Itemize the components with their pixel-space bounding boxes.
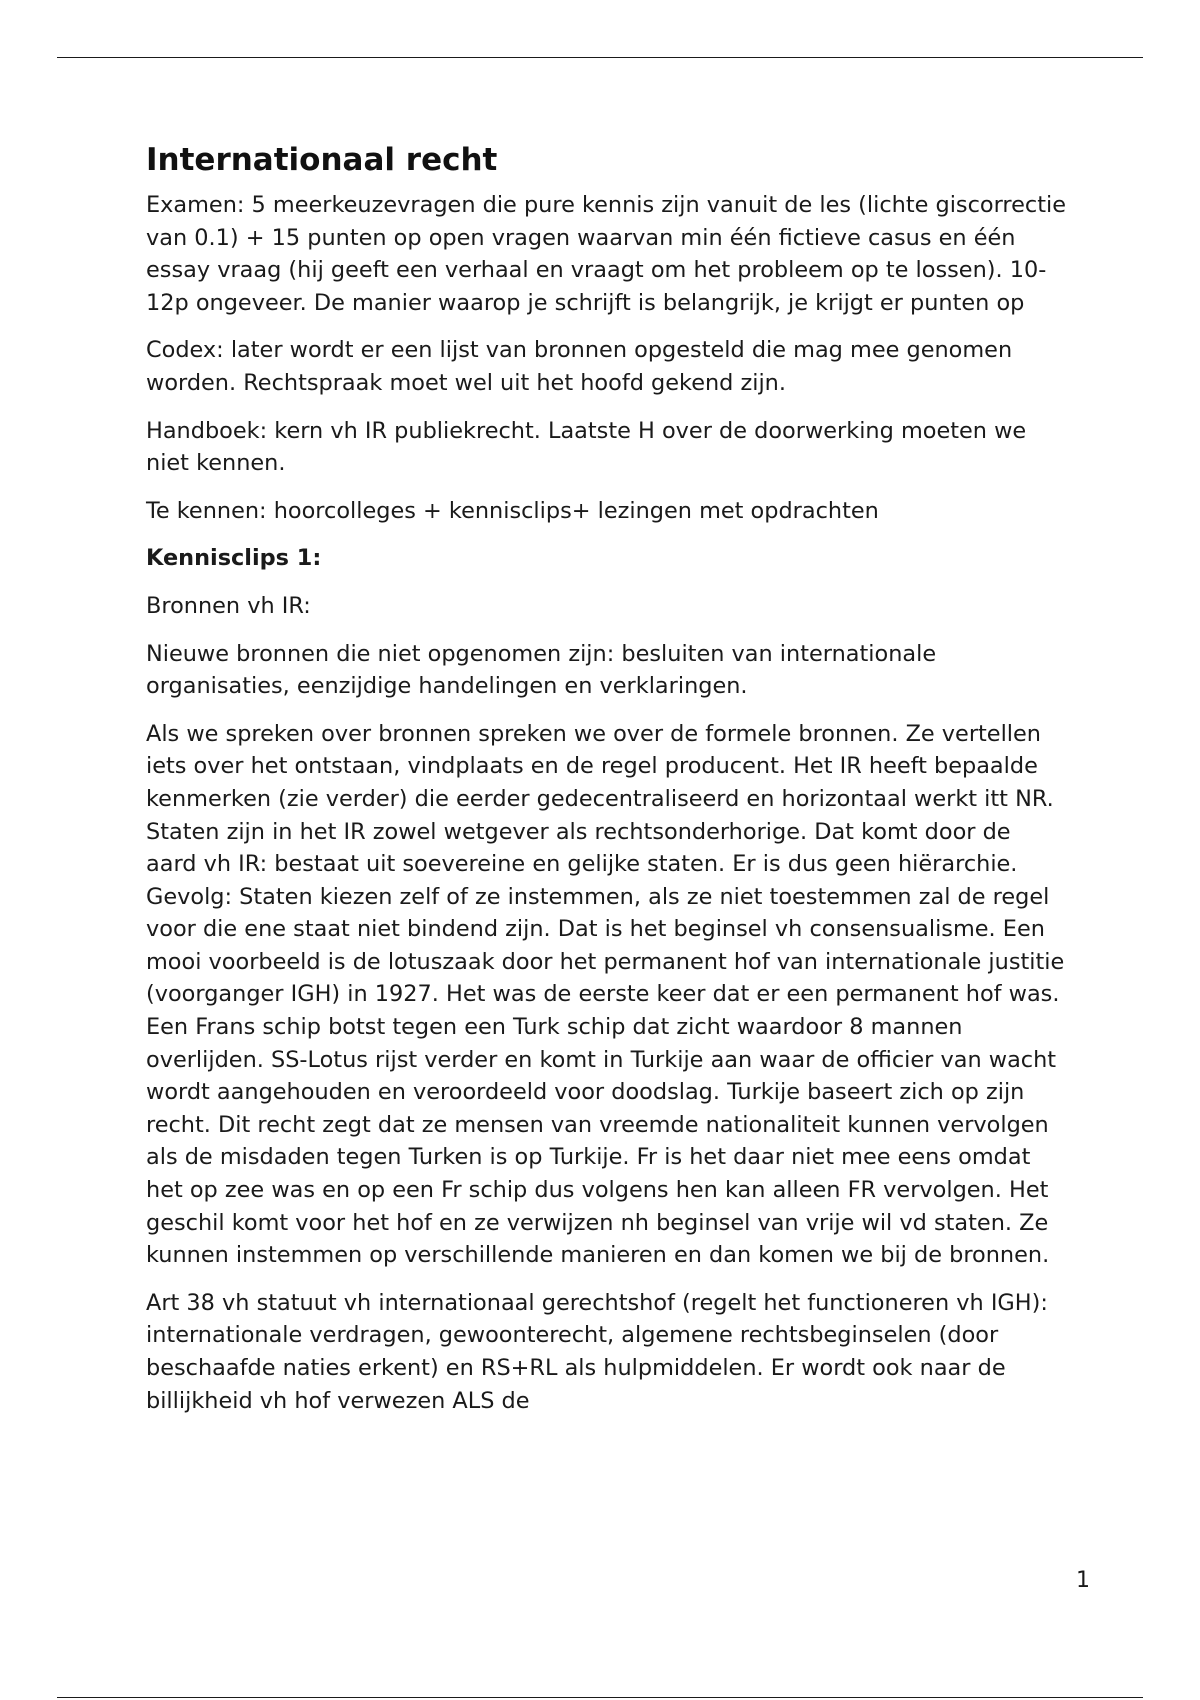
paragraph-handbook: Handboek: kern vh IR publiekrecht. Laatste H over de doorwerking moeten we niet kennen. (146, 417, 1027, 477)
paragraph-new-sources: Nieuwe bronnen die niet opgenomen zijn: besluiten van internationale organisaties, eenzijdige handelingen en verklaringen. (146, 640, 937, 700)
header-rule (57, 57, 1143, 58)
footer-rule (57, 1697, 1143, 1698)
section-heading-kennisclips: Kennisclips 1: (146, 545, 322, 572)
paragraph-codex: Codex: later wordt er een lijst van bronnen opgesteld die mag mee genomen worden. Rechtspraak moet wel uit het hoofd gekend zijn. (146, 337, 1013, 396)
paragraph-sources-heading: Bronnen vh IR: (146, 592, 311, 619)
paragraph-exam-info: Examen: 5 meerkeuzevragen die pure kennis zijn vanuit de les (lichte giscorrectie van 0.1) + 15 punten op open vragen waarvan min één fictieve casus en één essay vraag (hij geeft een verhaal en vraagt om het probleem op te lossen). 10-12p ongeveer. De manier waarop je schrijft is belangrijk, je krijgt er punten op (146, 192, 1066, 316)
page-number: 1 (1076, 1568, 1090, 1593)
document-body (146, 140, 1066, 1432)
paragraph-to-know: Te kennen: hoorcolleges + kennisclips+ lezingen met opdrachten (146, 497, 879, 524)
paragraph-formal-sources: Als we spreken over bronnen spreken we over de formele bronnen. Ze vertellen iets over het ontstaan, vindplaats en de regel producent. Het IR heeft bepaalde kenmerken (zie verder) die eerder gedecentraliseerd en horizontaal werkt itt NR. Staten zijn in het IR zowel wetgever als rechtsonderhorige. Dat komt door de aard vh IR: bestaat uit soevereine en gelijke staten. Er is dus geen hiërarchie. Gevolg: Staten kiezen zelf of ze instemmen, als ze niet toestemmen zal de regel voor die ene staat niet bindend zijn. Dat is het beginsel vh consensualisme. Een mooi voorbeeld is de lotuszaak door het permanent hof van internationale justitie (voorganger IGH) in 1927. Het was de eerste keer dat er een permanent hof was. Een Frans schip botst tegen een Turk schip dat zicht waardoor 8 mannen overlijden. SS-Lotus rijst verder en komt in Turkije aan waar de officier van wacht wordt aangehouden en veroordeeld voor doodslag. Turkije baseert zich op zijn recht. Dit recht zegt dat ze mensen van vreemde nationaliteit kunnen vervolgen als de misdaden tegen Turken is op Turkije. Fr is het daar niet mee eens omdat het op zee was en op een Fr schip dus volgens hen kan alleen FR vervolgen. Het geschil komt voor het hof en ze verwijzen nh beginsel van vrije wil vd staten. Ze kunnen instemmen op verschillende manieren en dan komen we bij de bronnen. (146, 720, 1065, 1269)
document-title: Internationaal recht (146, 142, 498, 178)
paragraph-article-38: Art 38 vh statuut vh internationaal gerechtshof (regelt het functioneren vh IGH): internationale verdragen, gewoonterecht, algemene rechtsbeginselen (door beschaafde naties erkent) en RS+RL als hulpmiddelen. Er wordt ook naar de billijkheid vh hof verwezen ALS de (146, 1289, 1048, 1414)
